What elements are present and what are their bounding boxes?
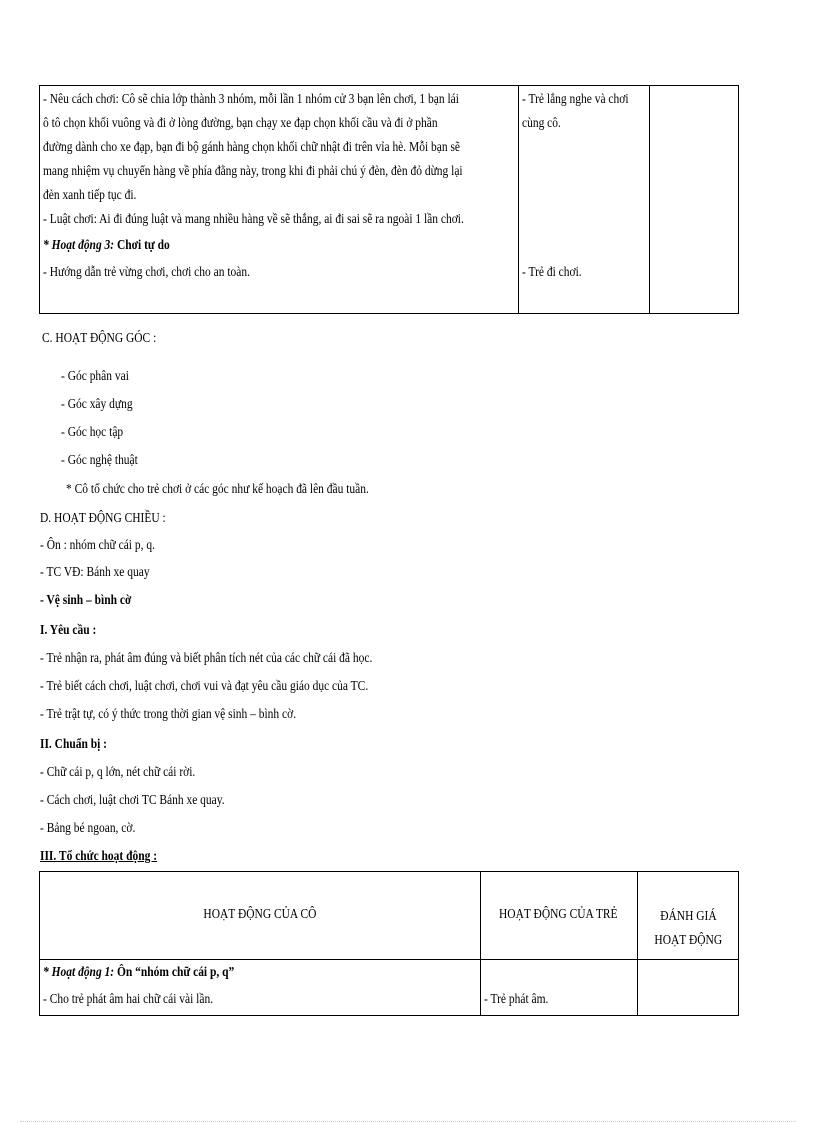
corner-item: - Góc xây dựng	[61, 397, 133, 412]
activity-3-heading: * Hoạt động 3: Chơi tự do	[43, 238, 170, 253]
organization-title: III. Tổ chức hoạt động :	[40, 849, 158, 864]
corner-item: - Góc học tập	[61, 425, 124, 440]
requirements-title: I. Yêu cầu :	[40, 623, 97, 638]
preparation-line: - Cách chơi, luật chơi TC Bánh xe quay.	[40, 793, 225, 808]
header-child-activity: HOẠT ĐỘNG CỦA TRẺ	[499, 907, 618, 922]
afternoon-item: - Vệ sinh – bình cờ	[40, 593, 132, 608]
activity-1-heading: * Hoạt động 1: Ôn “nhóm chữ cái p, q”	[43, 965, 235, 980]
requirement-line: - Trẻ nhận ra, phát âm đúng và biết phân tích nét của các chữ cái đã học.	[40, 651, 373, 666]
instruction-line: - Nêu cách chơi: Cô sẽ chia lớp thành 3 nhóm, mỗi lần 1 nhóm cử 3 bạn lên chơi, 1 bạn lái	[43, 92, 459, 107]
child-step: - Trẻ phát âm.	[484, 992, 549, 1007]
requirement-line: - Trẻ trật tự, có ý thức trong thời gian vệ sinh – bình cờ.	[40, 707, 297, 722]
column-divider	[649, 86, 650, 313]
guidance-line: - Hướng dẫn trẻ vừng chơi, chơi cho an toàn.	[43, 265, 250, 280]
preparation-line: - Bảng bé ngoan, cờ.	[40, 821, 136, 836]
section-d-title: D. HOẠT ĐỘNG CHIỀU :	[40, 511, 166, 526]
corner-note: * Cô tổ chức cho trẻ chơi ở các góc như kế hoạch đã lên đầu tuần.	[66, 482, 369, 497]
instruction-line: đèn xanh tiếp tục đi.	[43, 188, 137, 203]
column-divider	[480, 872, 481, 1015]
row-divider	[40, 959, 738, 960]
afternoon-item: - Ôn : nhóm chữ cái p, q.	[40, 538, 155, 553]
header-evaluation: ĐÁNH GIÁ	[660, 909, 717, 924]
preparation-title: II. Chuẩn bị :	[40, 737, 107, 752]
instruction-line: đường dành cho xe đạp, bạn đi bộ gánh hàng chọn khối chữ nhật đi trên vỉa hè. Mỗi bạn sẽ	[43, 140, 461, 155]
page-edge	[20, 1121, 796, 1122]
rule-line: - Luật chơi: Ai đi đúng luật và mang nhiều hàng về sẽ thắng, ai đi sai sẽ ra ngoài 1 lần chơi.	[43, 212, 464, 227]
instruction-line: ô tô chọn khối vuông và đi ở lòng đường, bạn chạy xe đạp chọn khối cầu và đi ở phần	[43, 116, 438, 131]
section-c-title: C. HOẠT ĐỘNG GÓC :	[42, 331, 157, 346]
teacher-step: - Cho trẻ phát âm hai chữ cái vài lần.	[43, 992, 214, 1007]
child-response: cùng cô.	[522, 116, 561, 131]
activity-organization-table	[39, 871, 739, 1016]
child-response: - Trẻ đi chơi.	[522, 265, 582, 280]
child-response: - Trẻ lắng nghe và chơi	[522, 92, 629, 107]
corner-item: - Góc phân vai	[61, 369, 129, 384]
preparation-line: - Chữ cái p, q lớn, nét chữ cái rời.	[40, 765, 196, 780]
header-teacher-activity: HOẠT ĐỘNG CỦA CÔ	[203, 907, 317, 922]
corner-item: - Góc nghệ thuật	[61, 453, 138, 468]
afternoon-item: - TC VĐ: Bánh xe quay	[40, 565, 150, 580]
requirement-line: - Trẻ biết cách chơi, luật chơi, chơi vui và đạt yêu cầu giáo dục của TC.	[40, 679, 369, 694]
header-evaluation-activity: HOẠT ĐỘNG	[654, 933, 723, 948]
instruction-line: mang nhiệm vụ chuyển hàng về phía đằng này, trong khi đi phải chú ý đèn, đèn đỏ dừng lại	[43, 164, 463, 179]
top-activity-table	[39, 85, 739, 314]
